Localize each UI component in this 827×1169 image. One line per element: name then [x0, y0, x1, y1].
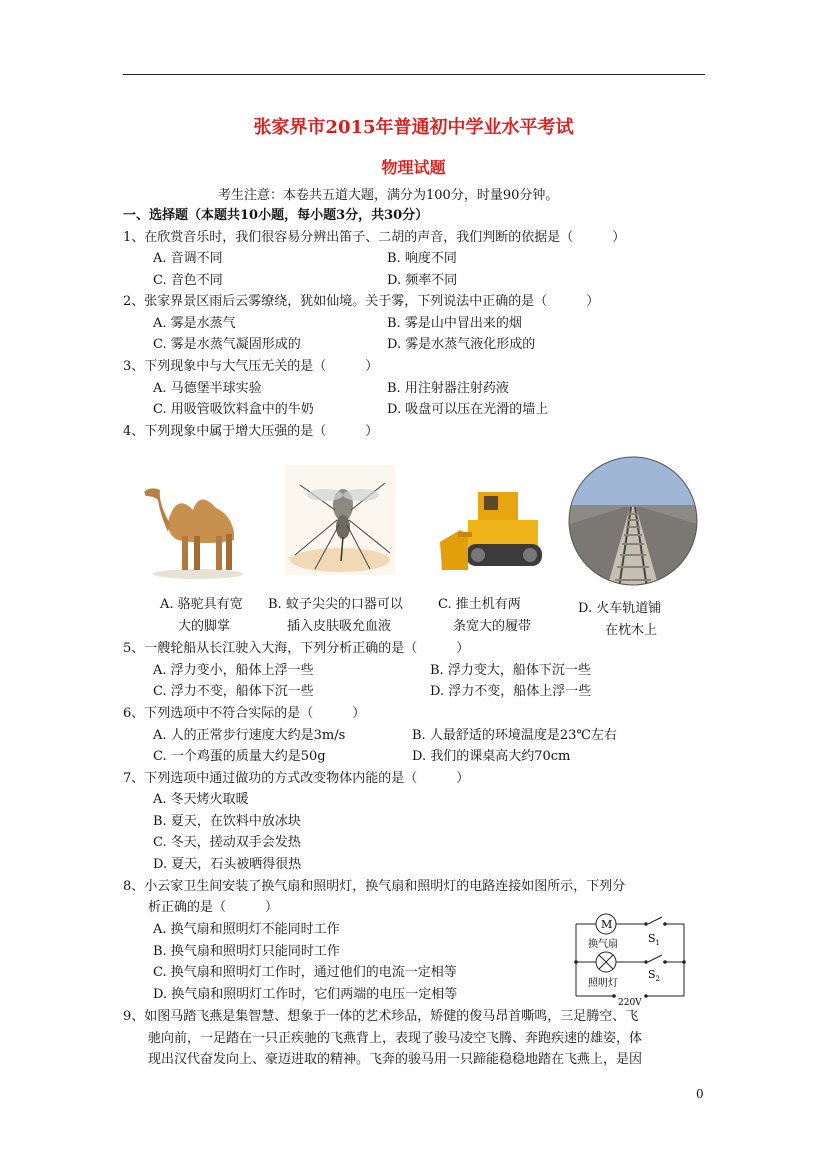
- header-rule: [123, 74, 705, 75]
- q8-stem-line1: 8、小云家卫生间安装了换气扇和照明灯，换气扇和照明灯的电路连接如图所示，下列分: [123, 879, 626, 894]
- q3-option-d: D. 吸盘可以压在光滑的墙上: [387, 402, 549, 417]
- q7-option-d: D. 夏天，石头被晒得很热: [153, 857, 302, 872]
- q3-stem: 3、下列现象中与大气压无关的是（ ）: [123, 359, 379, 374]
- q5-option-d: D. 浮力不变，船体上浮一些: [430, 684, 592, 699]
- motor-symbol: M: [601, 918, 613, 931]
- notice: 考生注意：本卷共五道大题，满分为100分，时量90分钟。: [218, 188, 559, 203]
- q3-option-c: C. 用吸管吸饮料盒中的牛奶: [153, 402, 314, 417]
- q4-stem: 4、下列现象中属于增大压强的是（ ）: [123, 424, 379, 439]
- q1-option-b: B. 响度不同: [387, 251, 457, 266]
- q4-caption-b: [268, 594, 403, 638]
- q5-option-c: C. 浮力不变，船体下沉一些: [153, 684, 314, 699]
- q8-option-d: D. 换气扇和照明灯工作时，它们两端的电压一定相等: [153, 987, 458, 1002]
- q2-stem: 2、张家界景区雨后云雾缭绕，犹如仙境。关于雾，下列说法中正确的是（ ）: [123, 294, 600, 309]
- q4-caption-b-line2: 插入皮肤吸允血液: [287, 619, 392, 634]
- exam-subtitle: 物理试题: [381, 158, 446, 177]
- q6-option-b: B. 人最舒适的环境温度是23℃左右: [412, 728, 617, 743]
- q5-option-b: B. 浮力变大，船体下沉一些: [430, 663, 591, 678]
- q8-option-a: A. 换气扇和照明灯不能同时工作: [153, 922, 340, 937]
- q2-option-b: B. 雾是山中冒出来的烟: [387, 316, 522, 331]
- q2-option-a: A. 雾是水蒸气: [153, 316, 236, 331]
- q3-option-a: A. 马德堡半球实验: [153, 381, 262, 396]
- section-heading: 一、选择题（本题共10小题，每小题3分，共30分）: [123, 208, 429, 223]
- q1-option-c: C. 音色不同: [153, 273, 223, 288]
- switch-s2-label: $S_2$: [648, 968, 661, 983]
- circuit-diagram: [570, 910, 692, 1008]
- q9-line1: 9、如图马踏飞燕是集智慧、想象于一体的艺术珍品，矫健的俊马昂首嘶鸣，三足腾空、飞: [123, 1009, 639, 1024]
- switch-s1-label: $S_1$: [648, 932, 661, 947]
- q7-option-a: A. 冬天烤火取暖: [153, 792, 249, 807]
- q5-option-a: A. 浮力变小，船体上浮一些: [153, 663, 314, 678]
- mosquito-image: [285, 465, 395, 575]
- q1-stem: 1、在欣赏音乐时，我们很容易分辨出笛子、二胡的声音，我们判断的依据是（ ）: [123, 230, 626, 245]
- voltage-label: 220V: [618, 998, 642, 1008]
- q4-caption-b-line1: B. 蚊子尖尖的口器可以: [268, 597, 403, 612]
- page-number: 0: [696, 1087, 704, 1101]
- q6-stem: 6、下列选项中不符合实际的是（ ）: [123, 706, 366, 721]
- q7-option-c: C. 冬天，搓动双手会发热: [153, 835, 301, 850]
- q6-option-d: D. 我们的课桌高大约70cm: [412, 749, 571, 764]
- q7-stem: 7、下列选项中通过做功的方式改变物体内能的是（ ）: [123, 771, 470, 786]
- exam-title: 张家界市2015年普通初中学业水平考试: [253, 117, 574, 138]
- q1-option-a: A. 音调不同: [153, 251, 223, 266]
- q6-option-c: C. 一个鸡蛋的质量大约是50g: [153, 749, 326, 764]
- q4-caption-c-line2: 条宽大的履带: [453, 619, 532, 634]
- q4-caption-a-line2: 大的脚掌: [178, 619, 231, 634]
- q8-stem-line2: 析正确的是（ ）: [148, 900, 279, 915]
- q9-line2: 驰向前，一足踏在一只正疾驰的飞燕背上，表现了骏马凌空飞腾、奔跑疾速的雄姿，体: [148, 1031, 643, 1046]
- q5-stem: 5、一艘轮船从长江驶入大海，下列分析正确的是（ ）: [123, 641, 470, 656]
- lamp-label: 照明灯: [588, 978, 618, 989]
- q1-option-d: D. 频率不同: [387, 273, 458, 288]
- camel-image: [138, 462, 258, 582]
- q4-caption-c: [438, 594, 531, 638]
- q2-option-c: C. 雾是水蒸气凝固形成的: [153, 337, 301, 352]
- q2-option-d: D. 雾是水蒸气液化形成的: [387, 337, 536, 352]
- q6-option-a: A. 人的正常步行速度大约是3m/s: [153, 728, 346, 743]
- q8-option-c: C. 换气扇和照明灯工作时，通过他们的电流一定相等: [153, 965, 457, 980]
- q4-caption-c-line1: C. 推土机有两: [438, 597, 521, 612]
- q4-caption-d-line2: 在枕木上: [605, 623, 658, 638]
- railway-image: [567, 455, 700, 588]
- q3-option-b: B. 用注射器注射药液: [387, 381, 509, 396]
- fan-label: 换气扇: [588, 939, 618, 950]
- q9-line3: 现出汉代奋发向上、豪迈进取的精神。飞奔的骏马用一只蹄能稳稳地踏在飞燕上，是因: [148, 1052, 643, 1067]
- q4-caption-a-line1: A. 骆驼具有宽: [160, 597, 243, 612]
- q4-caption-d-line1: D. 火车轨道铺: [578, 601, 662, 616]
- q8-option-b: B. 换气扇和照明灯只能同时工作: [153, 944, 340, 959]
- q4-caption-d: [578, 598, 661, 642]
- q4-caption-a: [160, 594, 243, 638]
- bulldozer-image: [438, 482, 550, 580]
- q7-option-b: B. 夏天，在饮料中放冰块: [153, 814, 301, 829]
